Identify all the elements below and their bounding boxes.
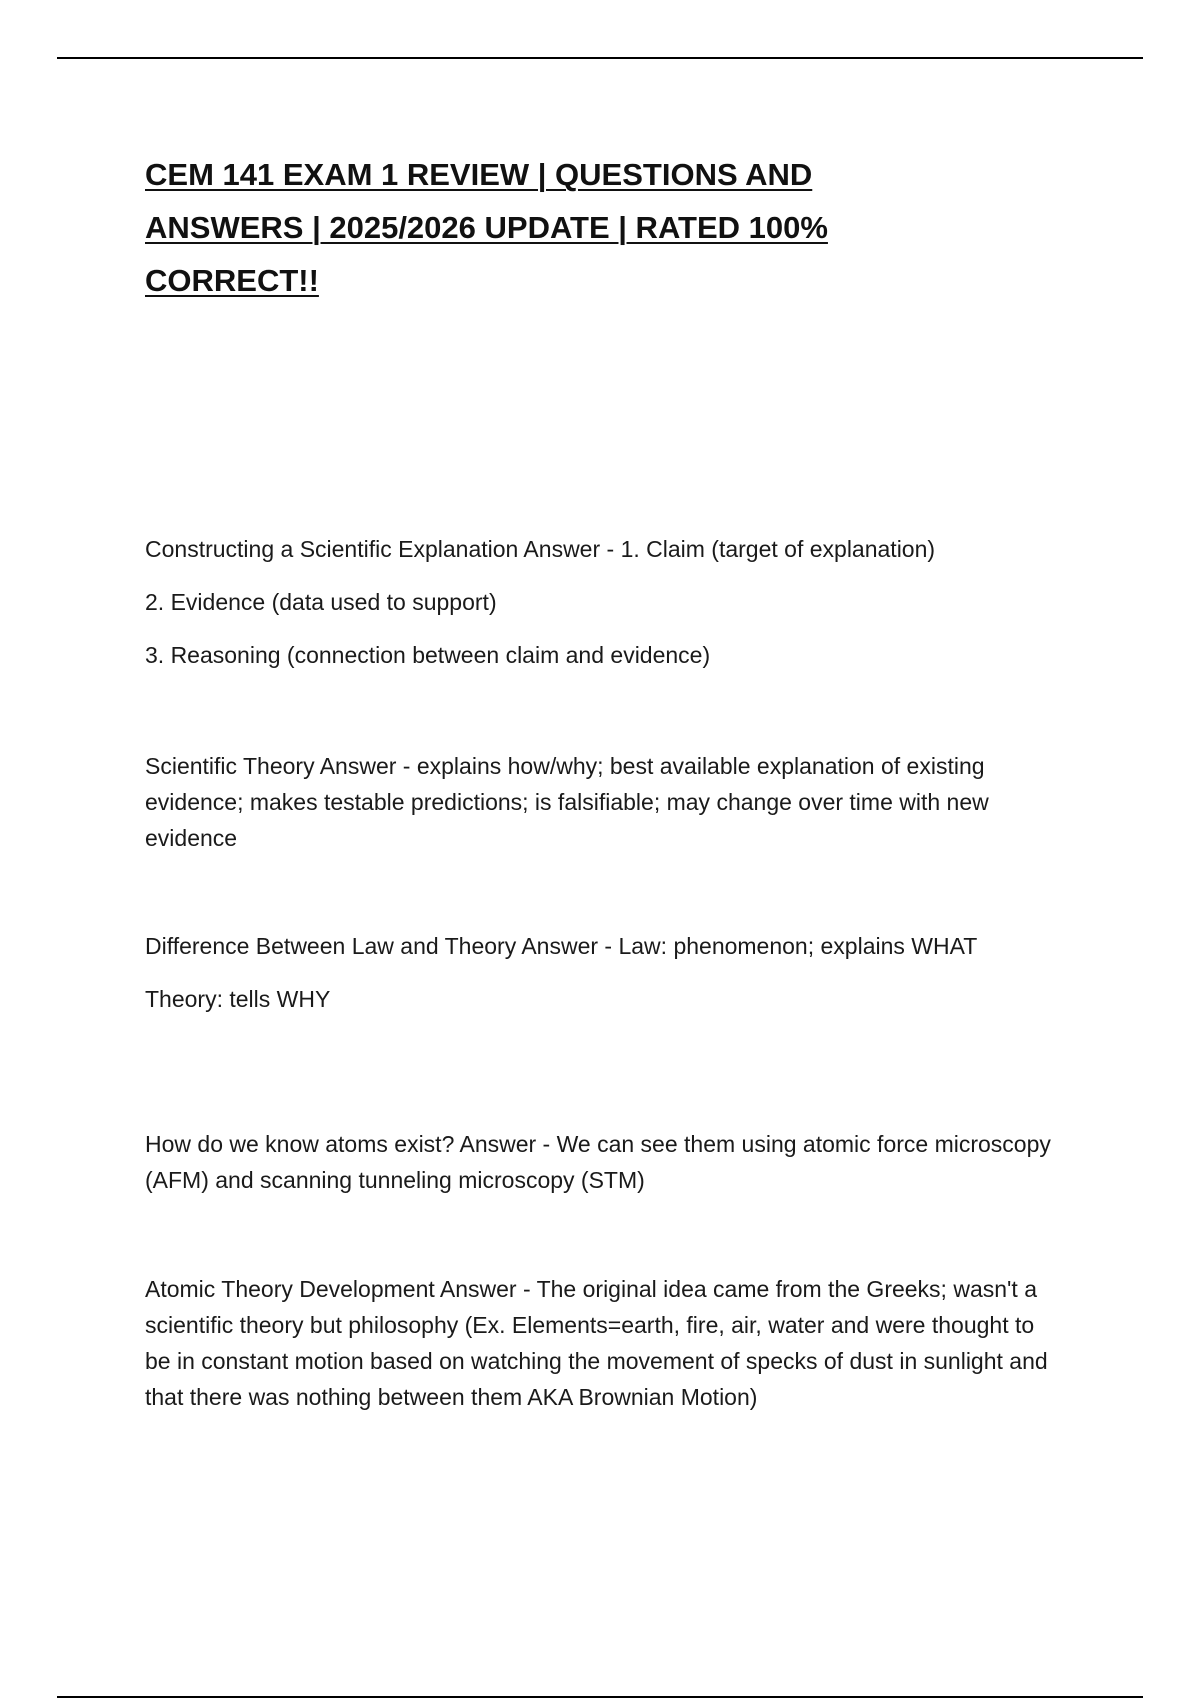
qa-paragraph: 3. Reasoning (connection between claim and evidence) [145, 642, 711, 668]
qa-paragraph: Difference Between Law and Theory Answer - Law: phenomenon; explains WHAT [145, 933, 978, 959]
qa-paragraph: Constructing a Scientific Explanation Answer - 1. Claim (target of explanation) [145, 536, 936, 562]
qa-entry-scientific-theory [145, 748, 1065, 856]
qa-paragraph: Theory: tells WHY [145, 986, 331, 1012]
document-title-text: CEM 141 EXAM 1 REVIEW | QUESTIONS AND ANSWERS | 2025/2026 UPDATE | RATED 100% CORRECT!! [145, 157, 828, 298]
qa-paragraph: How do we know atoms exist? Answer - We can see them using atomic force microscopy (AFM) and scanning tunneling microscopy (STM) [145, 1131, 1051, 1193]
bottom-rule [57, 1696, 1143, 1698]
top-rule [57, 57, 1143, 59]
qa-paragraph: 2. Evidence (data used to support) [145, 589, 497, 615]
qa-paragraph: Scientific Theory Answer - explains how/why; best available explanation of existing evidence; makes testable predictions; is falsifiable; may change over time with new evidence [145, 753, 989, 851]
qa-entry-atomic-theory-development [145, 1271, 1065, 1415]
qa-entry-law-vs-theory [145, 928, 1065, 1017]
qa-paragraph: Atomic Theory Development Answer - The original idea came from the Greeks; wasn't a scientific theory but philosophy (Ex. Elements=earth, fire, air, water and were thought to be in constant motion based on watching the movement of specks of dust in sunlight and that there was nothing between them AKA Brownian Motion) [145, 1276, 1048, 1410]
document-title [145, 148, 965, 307]
qa-entry-constructing-explanation [145, 531, 1065, 673]
qa-entry-atoms-exist [145, 1126, 1065, 1198]
